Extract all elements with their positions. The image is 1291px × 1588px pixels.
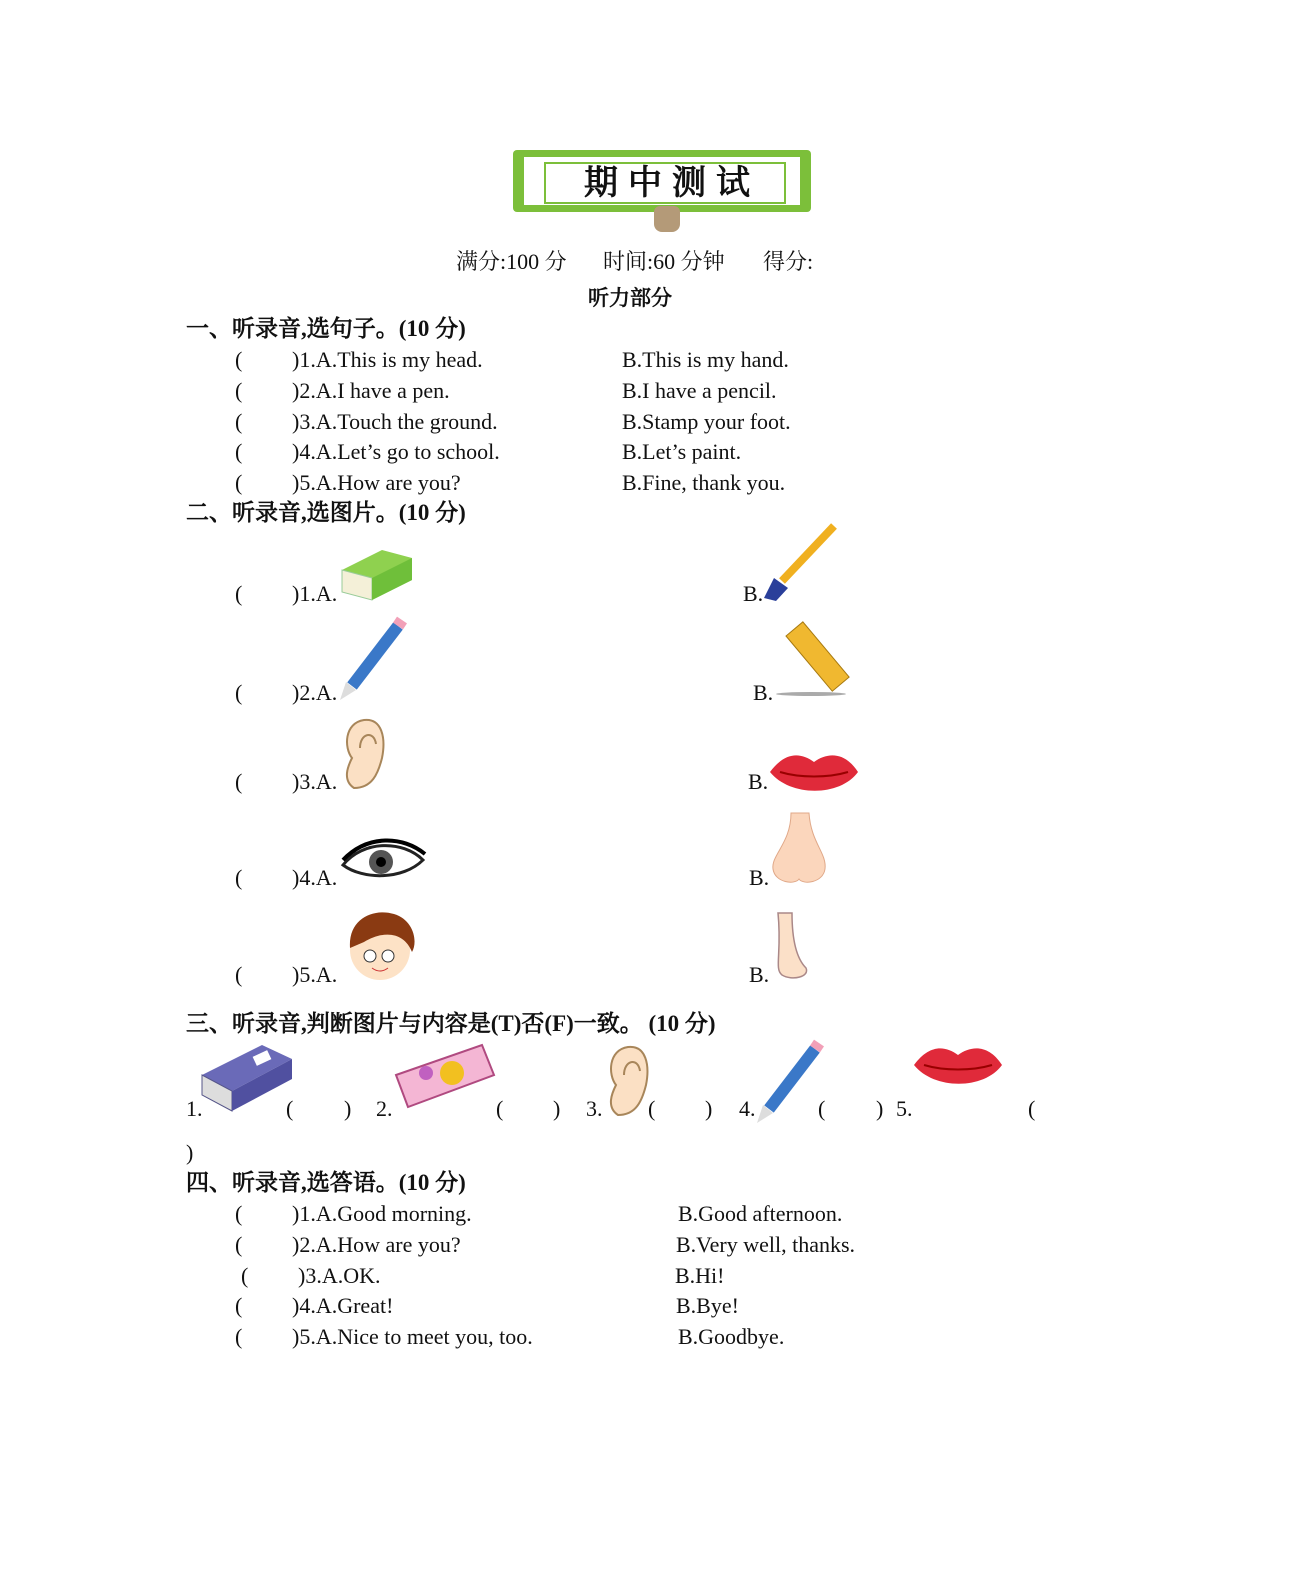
option-b: B.Very well, thanks.	[676, 1231, 856, 1257]
answer-paren-close[interactable]: )	[876, 1096, 884, 1121]
item-number: 2.	[376, 1096, 393, 1121]
answer-paren-open[interactable]: (	[1028, 1096, 1036, 1121]
answer-paren[interactable]: (	[235, 470, 243, 496]
answer-paren[interactable]: (	[235, 1293, 243, 1319]
item-number: 3.	[586, 1096, 603, 1121]
answer-paren[interactable]: (	[241, 1262, 249, 1288]
option-a: )2.A.	[292, 680, 338, 705]
section3-heading: 三、听录音,判断图片与内容是(T)否(F)一致。 (10 分)	[186, 1011, 716, 1036]
item-number: 4.	[739, 1096, 756, 1121]
page-title: 期中测试	[584, 163, 760, 203]
answer-paren-close: )	[186, 1140, 194, 1165]
answer-paren-open[interactable]: (	[496, 1096, 504, 1121]
option-b: B.	[753, 680, 774, 705]
mouth-icon	[914, 1045, 1014, 1125]
pencil-icon	[757, 1045, 857, 1125]
nose-icon	[773, 813, 873, 893]
option-a: )4.A.Great!	[292, 1293, 394, 1319]
answer-paren-open[interactable]: (	[818, 1096, 826, 1121]
option-a: )5.A.	[292, 962, 338, 987]
answer-paren[interactable]: (	[235, 408, 243, 434]
answer-paren[interactable]: (	[235, 347, 243, 372]
item-number: 1.	[186, 1096, 203, 1121]
section1-heading: 一、听录音,选句子。(10 分)	[186, 316, 466, 341]
thumb-icon	[654, 206, 680, 232]
pencil-icon	[340, 622, 440, 702]
answer-paren[interactable]: (	[235, 680, 243, 705]
option-a: )1.A.Good morning.	[292, 1201, 472, 1226]
option-b: B.	[749, 865, 770, 890]
part-title: 听力部分	[588, 286, 672, 310]
section2-heading: 二、听录音,选图片。(10 分)	[186, 500, 466, 525]
eye-icon	[343, 840, 443, 920]
answer-paren[interactable]: (	[235, 439, 243, 465]
score-field: 得分:	[763, 249, 814, 274]
option-a: )2.A.How are you?	[292, 1231, 461, 1257]
option-b: B.This is my hand.	[622, 347, 789, 372]
pencil-case-icon	[396, 1045, 496, 1125]
answer-paren-open[interactable]: (	[648, 1096, 656, 1121]
option-a: )3.A.Touch the ground.	[292, 408, 498, 434]
option-b: B.Good afternoon.	[678, 1201, 843, 1226]
answer-paren[interactable]: (	[235, 769, 243, 794]
time-limit: 时间:60 分钟	[603, 249, 725, 274]
option-b: B.Hi!	[675, 1262, 725, 1288]
option-a: )5.A.Nice to meet you, too.	[292, 1324, 533, 1350]
option-b: B.I have a pencil.	[622, 377, 777, 403]
option-a: )3.A.OK.	[298, 1262, 381, 1288]
option-b: B.Let’s paint.	[622, 439, 742, 465]
full-score: 满分:100 分	[456, 249, 567, 274]
answer-paren[interactable]: (	[235, 1201, 243, 1226]
option-b: B.Stamp your foot.	[622, 408, 791, 434]
option-b: B.Fine, thank you.	[622, 470, 786, 496]
ruler-icon	[776, 626, 876, 706]
option-a: )1.A.This is my head.	[292, 347, 483, 372]
option-a: )1.A.	[292, 581, 338, 606]
answer-paren[interactable]: (	[235, 581, 243, 606]
option-b: B.	[749, 962, 770, 987]
option-a: )2.A.I have a pen.	[292, 377, 450, 403]
paintbrush-icon	[764, 526, 864, 606]
answer-paren-close[interactable]: )	[705, 1096, 713, 1121]
answer-paren-close[interactable]: )	[553, 1096, 561, 1121]
item-number: 5.	[896, 1096, 913, 1121]
option-a: )4.A.Let’s go to school.	[292, 439, 500, 465]
answer-paren[interactable]: (	[235, 962, 243, 987]
option-a: )4.A.	[292, 865, 338, 890]
option-a: )5.A.How are you?	[292, 470, 461, 496]
foot-icon	[772, 913, 872, 993]
option-b: B.Bye!	[676, 1293, 739, 1319]
option-b: B.	[743, 581, 764, 606]
section4-heading: 四、听录音,选答语。(10 分)	[186, 1170, 466, 1195]
answer-paren-open[interactable]: (	[286, 1096, 294, 1121]
option-b: B.Goodbye.	[678, 1324, 785, 1350]
answer-paren[interactable]: (	[235, 1324, 243, 1350]
face-icon	[344, 912, 444, 992]
option-a: )3.A.	[292, 769, 338, 794]
answer-paren-close[interactable]: )	[344, 1096, 352, 1121]
ear-icon	[606, 1045, 706, 1125]
answer-paren[interactable]: (	[235, 377, 243, 403]
ear-icon	[342, 718, 442, 798]
eraser-icon	[342, 540, 442, 620]
answer-paren[interactable]: (	[235, 865, 243, 890]
option-b: B.	[748, 769, 769, 794]
answer-paren[interactable]: (	[235, 1231, 243, 1257]
